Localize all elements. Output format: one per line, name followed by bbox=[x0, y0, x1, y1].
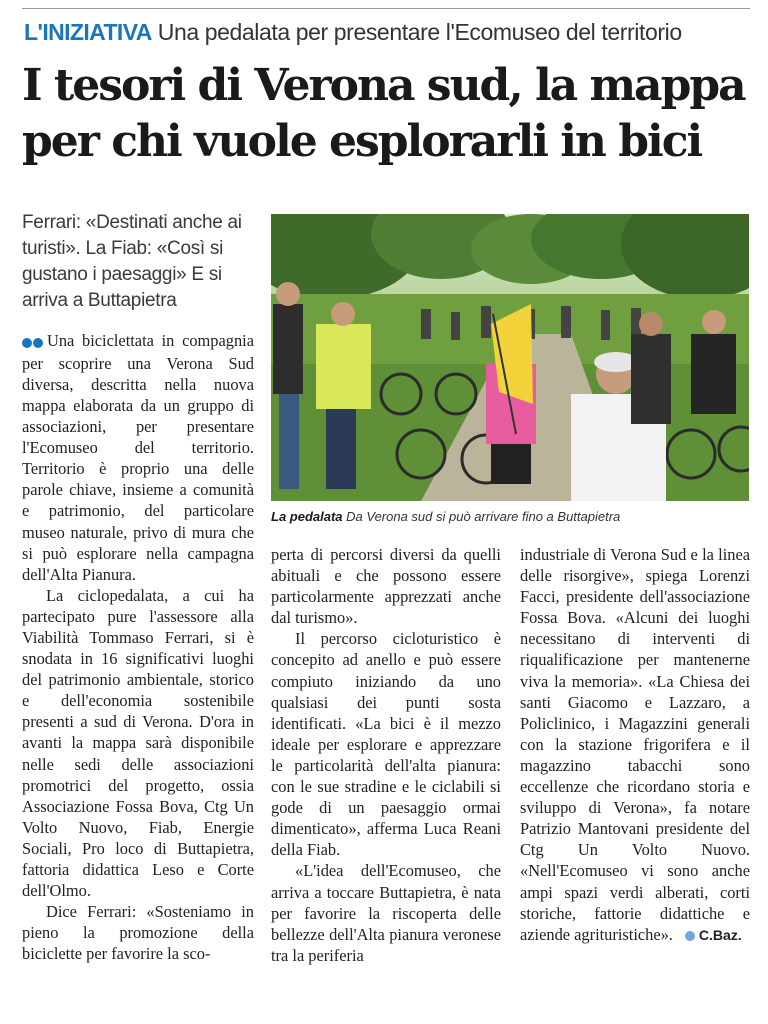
photo-caption bbox=[271, 508, 751, 528]
top-rule bbox=[22, 8, 750, 9]
kicker bbox=[24, 16, 754, 48]
headline bbox=[22, 58, 762, 170]
headline-line-2: per chi vuole esplorarli in bici bbox=[22, 116, 702, 167]
paragraph-3-end: perta di percorsi diversi da quelli abituali e che possono essere particolarmente apprezzati anche dal turismo». bbox=[271, 545, 501, 628]
byline: C.Baz. bbox=[698, 926, 742, 943]
caption-label: La pedalata bbox=[271, 509, 343, 524]
paragraph-2: La ciclopedalata, a cui ha partecipato pure l'assessore alla Viabilità Tommaso Ferrari, si è snodata in 16 significativi luoghi del patrimonio ambientale, storico e dell'economia sostenibile presenti a sud di Verona. D'ora in avanti la mappa sarà disponibile nelle sedi delle associazioni promotrici del progetto, ossia Associazione Fossa Bova, Ctg Un Volto Nuovo, Fiab, Energie Sociali, Pro loco di Buttapietra, fattoria didattica Leso e Corte dell'Olmo. bbox=[22, 585, 254, 901]
subhead: Ferrari: «Destinati anche ai turisti». La Fiab: «Così si gustano i paesaggi» E si arriva a Buttapietra bbox=[22, 212, 242, 311]
end-mark-icon bbox=[685, 931, 695, 941]
paragraph-5-start: «L'idea dell'Ecomuseo, che arriva a toccare Buttapietra, è nata per favorire la riscoperta delle bellezze dell'Alta pianura veronese tra la periferia bbox=[271, 861, 501, 965]
cyclists-group-illustration bbox=[271, 214, 749, 501]
article-column-1 bbox=[22, 330, 254, 965]
paragraph-5-end: industriale di Verona Sud e la linea delle risorgive», spiega Lorenzi Facci, presidente dell'associazione Fossa Bova. «Alcuni dei luoghi necessitano di interventi di riqualificazione per mantenerne viva la memoria». «La Chiesa dei santi Giacomo e Lazzaro, a Policlinico, i Magazzini generali con la stazione frigorifera e il magazzino tabacchi sono eccellenze che ricordano storia e sviluppo di Verona», fa notare Patrizio Mantovani presidente del Ctg Un Volto Nuovo. «Nell'Ecomuseo vi sono anche ampi spazi verdi alberati, corti storiche, fattorie didattiche e aziende agrituristiche». C.Baz. bbox=[520, 545, 750, 944]
paragraph-intro: Una biciclettata in compagnia per scoprire una Verona Sud diversa, descritta nella nuova mappa elaborata da un gruppo di associazioni, per presentare l'Ecomuseo del territorio. Territorio è proprio una delle parole chiave, insieme a comunità e patrimonio, del particolare museo naturale, privo di mura che si può esplorare nella campagna dell'Alta Pianura. bbox=[22, 331, 254, 584]
kicker-label: L'INIZIATIVA bbox=[24, 19, 152, 45]
caption-text: Da Verona sud si può arrivare fino a Buttapietra bbox=[346, 509, 621, 524]
article-column-2 bbox=[271, 544, 501, 966]
paragraph-3-start: Dice Ferrari: «Sosteniamo in pieno la promozione della biciclette per favorire la sco- bbox=[22, 902, 254, 964]
paragraph-4: Il percorso cicloturistico è concepito ad anello e può essere compiuto iniziando da uno qualsiasi dei punti sosta identificati. «La bici è il mezzo ideale per esplorare e apprezzare le particolarità dell'alta pianura: con le sue stradine e le ciclabili si gode di un paesaggio ormai dimenticato», afferma Luca Reani della Fiab. bbox=[271, 629, 501, 860]
headline-line-1: I tesori di Verona sud, la mappa bbox=[22, 60, 745, 111]
article-photo bbox=[271, 214, 749, 501]
kicker-text: Una pedalata per presentare l'Ecomuseo del territorio bbox=[157, 19, 682, 45]
article-column-3 bbox=[520, 544, 750, 946]
lead-bullet-icon bbox=[22, 332, 44, 353]
